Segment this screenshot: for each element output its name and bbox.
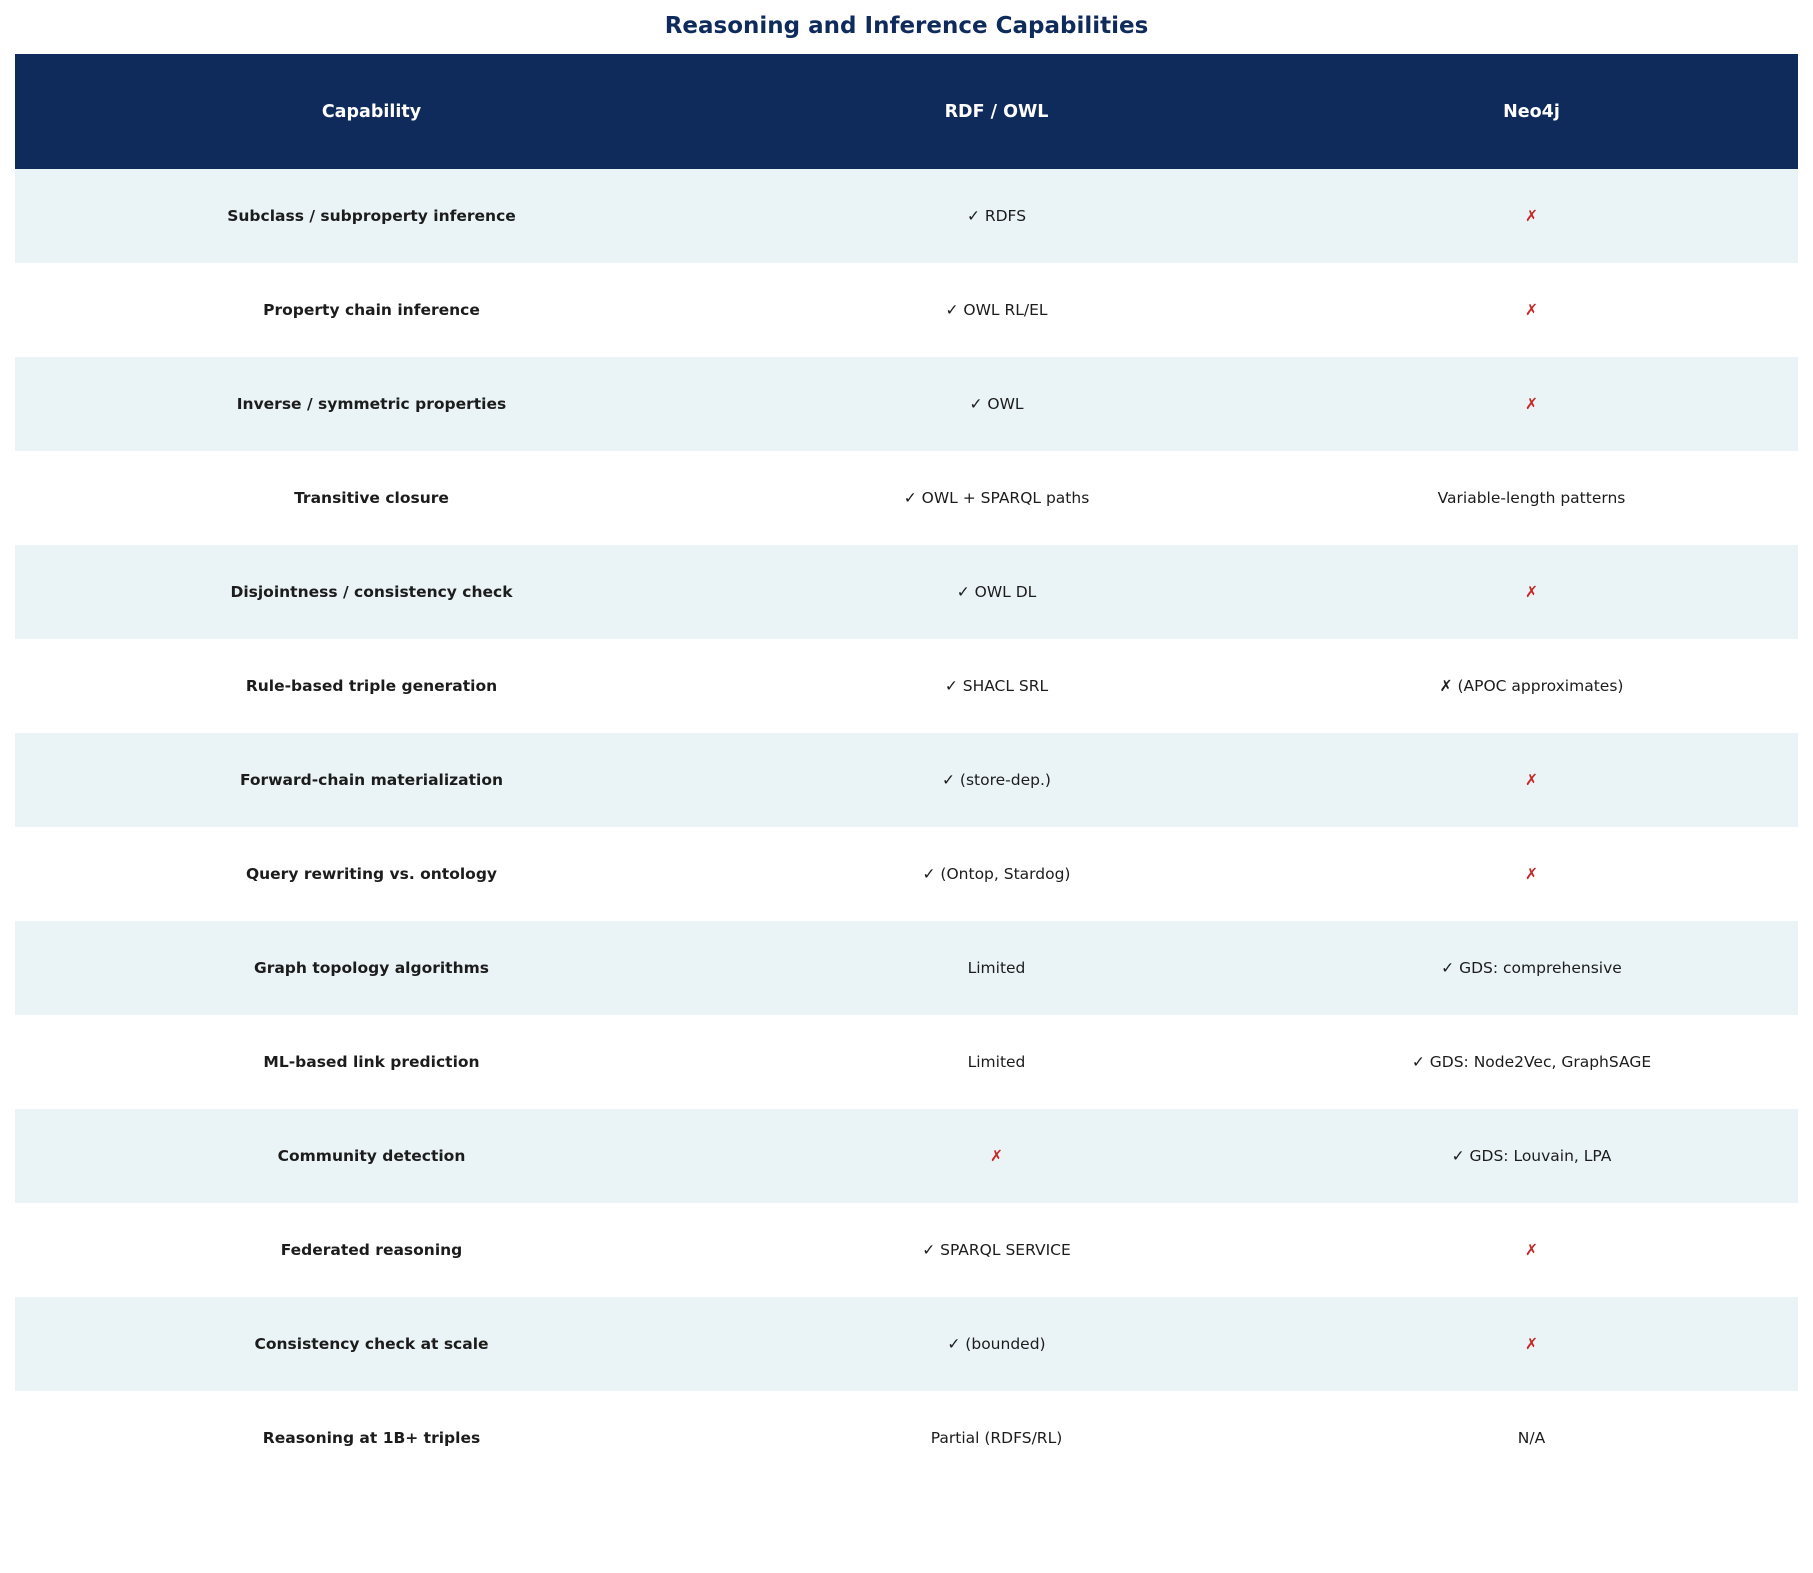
table-cell-neo4j: ✗: [1525, 1335, 1538, 1353]
table-cell-capability: Property chain inference: [263, 301, 480, 319]
table-cell-rdf-owl: ✗: [990, 1147, 1003, 1165]
column-header-capability: Capability: [321, 101, 422, 122]
table-cell-neo4j: ✓ GDS: Node2Vec, GraphSAGE: [1411, 1053, 1652, 1071]
table-cell-neo4j: ✗ (APOC approximates): [1439, 677, 1624, 695]
table-row: [15, 1109, 1798, 1203]
table-cell-capability: Transitive closure: [294, 489, 449, 507]
table-cell-neo4j: ✗: [1525, 207, 1538, 225]
table-cell-capability: Subclass / subproperty inference: [227, 207, 516, 225]
table-cell-rdf-owl: ✓ OWL DL: [956, 583, 1037, 601]
table-cell-rdf-owl: ✓ OWL + SPARQL paths: [903, 489, 1090, 507]
table-cell-rdf-owl: ✓ OWL: [969, 395, 1024, 413]
table-body: [15, 169, 1798, 1485]
table-cell-rdf-owl: ✓ (store-dep.): [942, 771, 1051, 789]
table-cell-capability: ML-based link prediction: [263, 1053, 480, 1071]
table-cell-rdf-owl: Limited: [967, 959, 1026, 977]
table-row: [15, 263, 1798, 357]
table-cell-neo4j: ✓ GDS: Louvain, LPA: [1451, 1147, 1612, 1165]
table-cell-neo4j: ✗: [1525, 395, 1538, 413]
table-row: [15, 827, 1798, 921]
table-row: [15, 1015, 1798, 1109]
table-row: [15, 451, 1798, 545]
table-cell-neo4j: ✗: [1525, 865, 1538, 883]
table-row: [15, 1391, 1798, 1485]
table-row: [15, 733, 1798, 827]
table-row: [15, 1297, 1798, 1391]
table-row: [15, 639, 1798, 733]
table-cell-neo4j: ✗: [1525, 771, 1538, 789]
table-cell-capability: Reasoning at 1B+ triples: [262, 1429, 481, 1447]
table-row: [15, 921, 1798, 1015]
table-row: [15, 169, 1798, 263]
column-header-rdf-owl: RDF / OWL: [944, 101, 1049, 122]
table-cell-rdf-owl: ✓ (bounded): [947, 1335, 1046, 1353]
table-row: [15, 545, 1798, 639]
column-header-neo4j: Neo4j: [1503, 101, 1560, 122]
table-cell-capability: Federated reasoning: [280, 1241, 463, 1259]
table-row: [15, 1203, 1798, 1297]
capabilities-table: [15, 54, 1798, 1485]
table-cell-rdf-owl: ✓ SPARQL SERVICE: [922, 1241, 1071, 1259]
table-cell-rdf-owl: ✓ RDFS: [966, 207, 1027, 225]
table-header-row: [15, 54, 1798, 169]
table-cell-neo4j: N/A: [1517, 1429, 1546, 1447]
table-cell-neo4j: ✗: [1525, 1241, 1538, 1259]
table-cell-rdf-owl: Limited: [967, 1053, 1026, 1071]
table-cell-capability: Community detection: [277, 1147, 466, 1165]
table-cell-rdf-owl: ✓ OWL RL/EL: [945, 301, 1048, 319]
table-cell-neo4j: Variable-length patterns: [1437, 489, 1626, 507]
table-cell-rdf-owl: Partial (RDFS/RL): [930, 1429, 1063, 1447]
table-cell-rdf-owl: ✓ (Ontop, Stardog): [922, 865, 1071, 883]
table-row: [15, 357, 1798, 451]
table-cell-neo4j: ✗: [1525, 583, 1538, 601]
table-cell-neo4j: ✓ GDS: comprehensive: [1441, 959, 1622, 977]
table-cell-capability: Consistency check at scale: [254, 1335, 489, 1353]
table-cell-capability: Rule-based triple generation: [245, 677, 498, 695]
table-cell-capability: Disjointness / consistency check: [230, 583, 513, 601]
table-cell-rdf-owl: ✓ SHACL SRL: [944, 677, 1049, 695]
table-cell-capability: Graph topology algorithms: [253, 959, 489, 977]
table-cell-capability: Forward-chain materialization: [239, 771, 504, 789]
table-title: Reasoning and Inference Capabilities: [664, 13, 1149, 39]
table-cell-capability: Inverse / symmetric properties: [236, 395, 507, 413]
table-cell-capability: Query rewriting vs. ontology: [245, 865, 498, 883]
table-cell-neo4j: ✗: [1525, 301, 1538, 319]
